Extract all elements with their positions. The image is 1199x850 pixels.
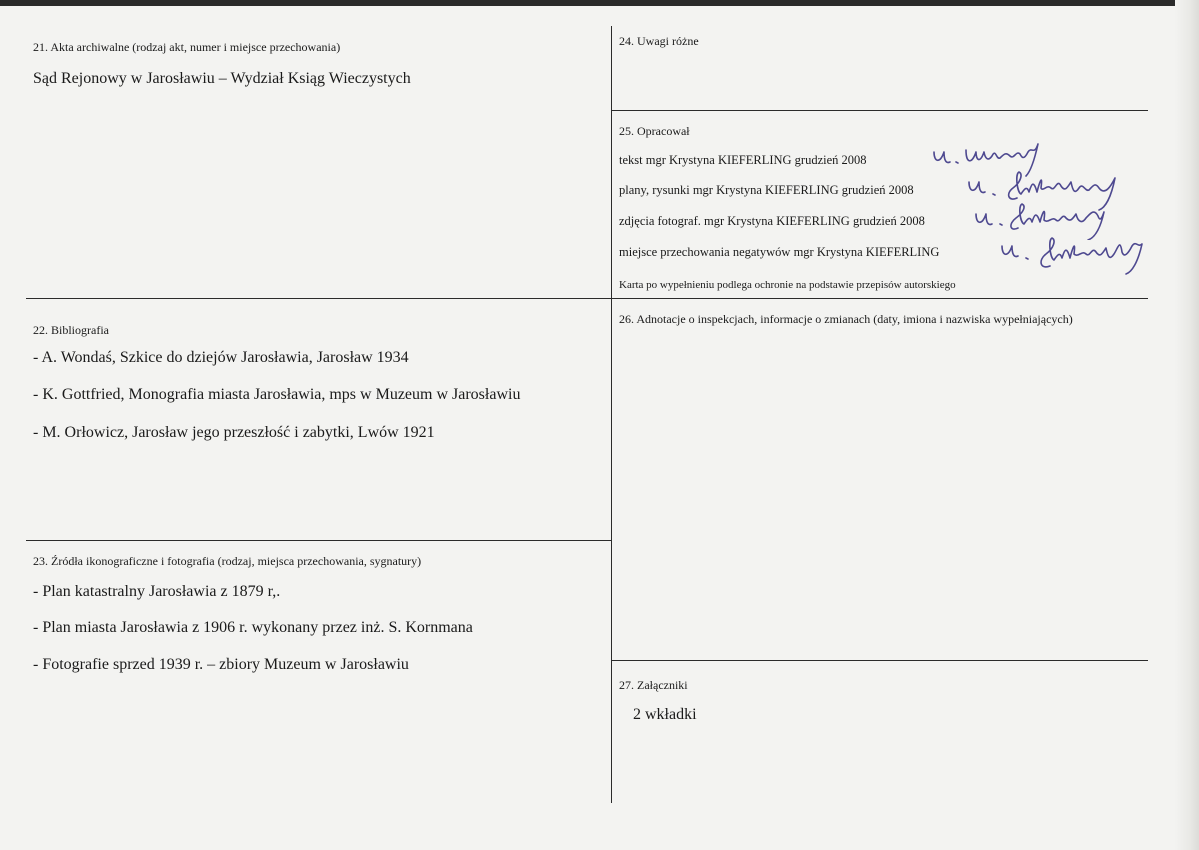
section-24-heading: 24. Uwagi różne — [619, 34, 699, 48]
scan-edge-right — [1175, 0, 1199, 850]
section-22-heading: 22. Bibliografia — [33, 323, 109, 337]
handwritten-signature — [998, 232, 1158, 276]
copyright-note: Karta po wypełnieniu podlega ochronie na podstawie przepisów autorskiego — [619, 279, 956, 291]
vertical-divider — [611, 26, 612, 803]
rule-below-22 — [26, 540, 611, 541]
section-25-item: miejsce przechowania negatywów mgr Krystyna KIEFERLING — [619, 245, 940, 259]
rule-below-25 — [611, 298, 1148, 299]
section-26-heading: 26. Adnotacje o inspekcjach, informacje o zmianach (daty, imiona i nazwiska wypełniających) — [619, 312, 1073, 326]
rule-below-24 — [611, 110, 1148, 111]
section-22-item: - K. Gottfried, Monografia miasta Jarosławia, mps w Muzeum w Jarosławiu — [33, 386, 521, 403]
section-22-item: - M. Orłowicz, Jarosław jego przeszłość i zabytki, Lwów 1921 — [33, 424, 435, 441]
section-23-item: - Fotografie sprzed 1939 r. – zbiory Muzeum w Jarosławiu — [33, 656, 409, 673]
section-22-item: - A. Wondaś, Szkice do dziejów Jarosławia, Jarosław 1934 — [33, 349, 409, 366]
section-27-item: 2 wkładki — [633, 706, 697, 723]
section-25-item: zdjęcia fotograf. mgr Krystyna KIEFERLING grudzień 2008 — [619, 214, 925, 228]
section-27-heading: 27. Załączniki — [619, 678, 688, 692]
section-21-heading: 21. Akta archiwalne (rodzaj akt, numer i miejsce przechowania) — [33, 40, 341, 54]
section-25-item: tekst mgr Krystyna KIEFERLING grudzień 2008 — [619, 153, 867, 167]
section-25-heading: 25. Opracował — [619, 124, 690, 138]
section-23-item: - Plan katastralny Jarosławia z 1879 r,. — [33, 583, 281, 600]
scan-edge-top — [0, 0, 1199, 6]
rule-below-26 — [611, 660, 1148, 661]
section-25-item: plany, rysunki mgr Krystyna KIEFERLING grudzień 2008 — [619, 183, 914, 197]
rule-below-21 — [26, 298, 611, 299]
section-21-item: Sąd Rejonowy w Jarosławiu – Wydział Ksiąg Wieczystych — [33, 70, 411, 87]
section-23-heading: 23. Źródła ikonograficzne i fotografia (rodzaj, miejsca przechowania, sygnatury) — [33, 554, 422, 568]
section-23-item: - Plan miasta Jarosławia z 1906 r. wykonany przez inż. S. Kornmana — [33, 619, 473, 636]
